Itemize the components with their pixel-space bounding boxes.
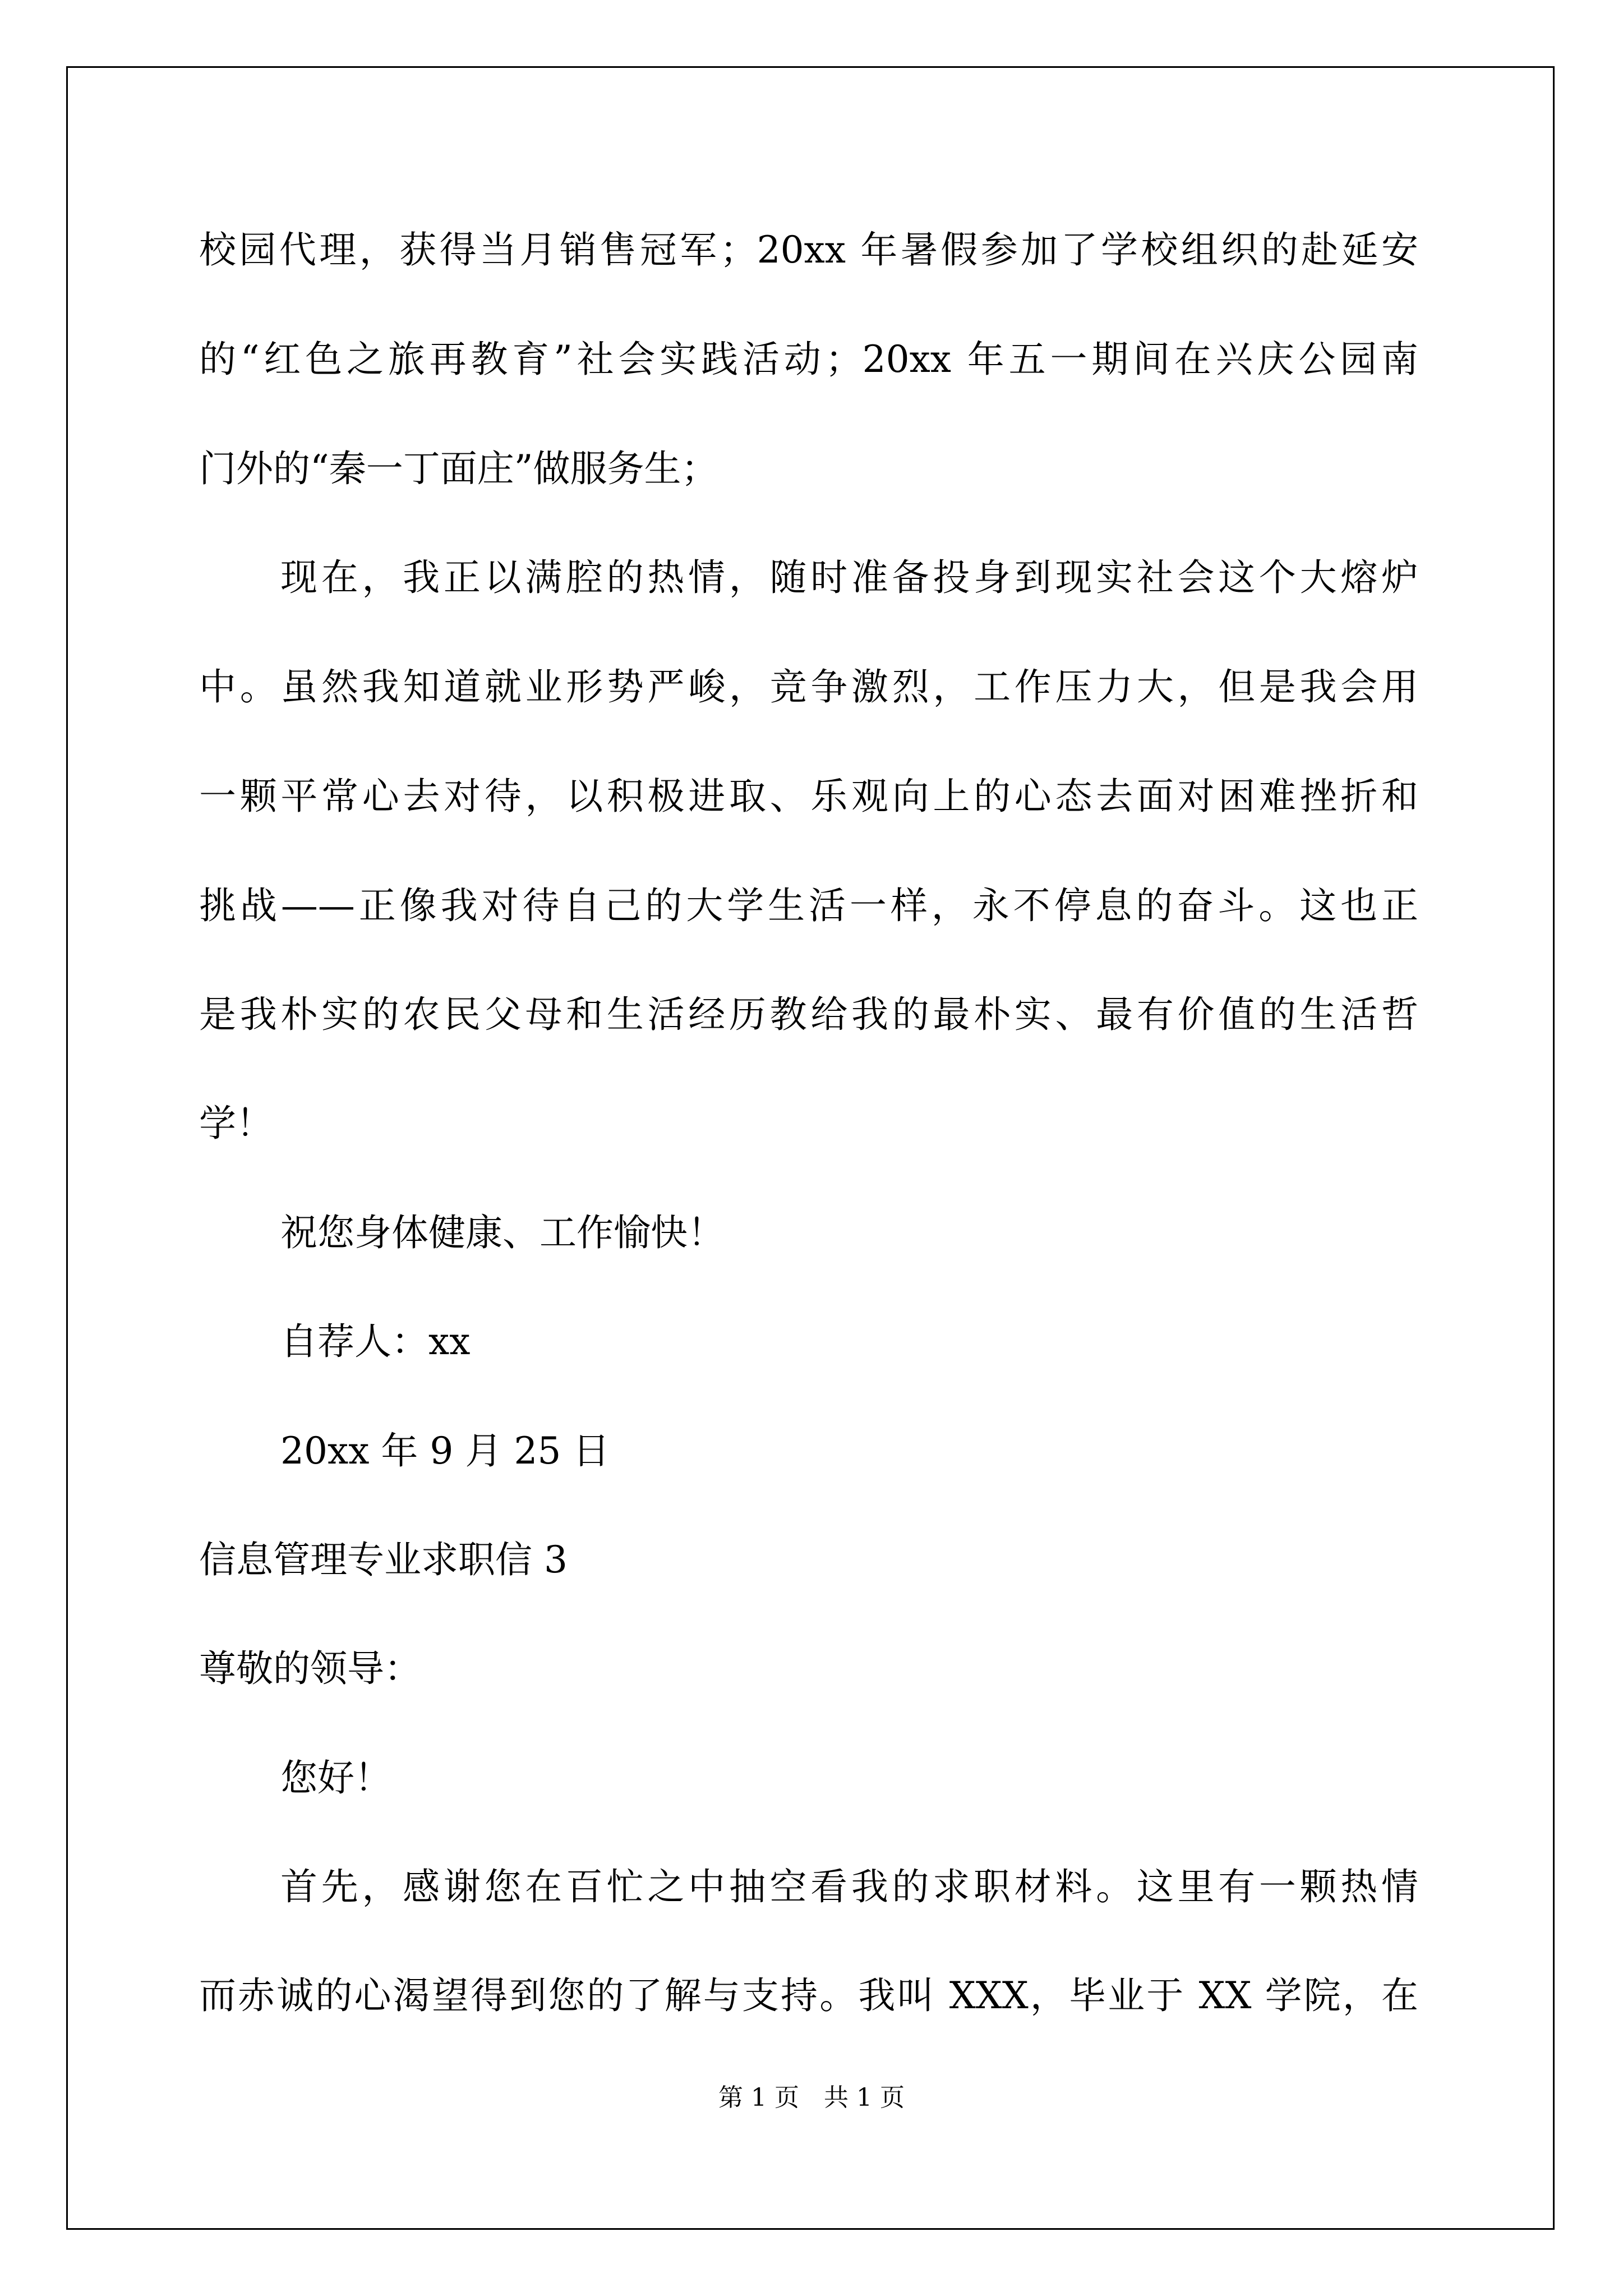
body-line: 而赤诚的心渴望得到您的了解与支持。我叫 XXX，毕业于 XX 学院，在 [199, 1974, 1418, 2017]
date-line: 20xx 年 9 月 25 日 [280, 1429, 610, 1473]
body-line: 的“红色之旅再教育”社会实践活动；20xx 年五一期间在兴庆公园南 [199, 338, 1418, 381]
body-line: 学！ [199, 1102, 273, 1145]
body-line: 校园代理，获得当月销售冠军；20xx 年暑假参加了学校组织的赴延安 [199, 228, 1418, 272]
body-line: 中。虽然我知道就业形势严峻，竞争激烈，工作压力大，但是我会用 [199, 665, 1418, 708]
page-number: 第 1 页 共 1 页 [718, 2083, 905, 2112]
body-line: 门外的“秦一丁面庄”做服务生； [199, 447, 718, 490]
greeting: 您好！ [280, 1756, 391, 1800]
salutation: 尊敬的领导： [199, 1647, 421, 1690]
closing-wish: 祝您身体健康、工作愉快！ [280, 1211, 725, 1254]
signature-line: 自荐人：xx [280, 1320, 471, 1363]
body-line: 一颗平常心去对待，以积极进取、乐观向上的心态去面对困难挫折和 [199, 775, 1418, 818]
body-line: 挑战——正像我对待自己的大学生活一样，永不停息的奋斗。这也正 [199, 884, 1418, 927]
body-line: 首先，感谢您在百忙之中抽空看我的求职材料。这里有一颗热情 [280, 1865, 1418, 1908]
body-line: 现在，我正以满腔的热情，随时准备投身到现实社会这个大熔炉 [280, 556, 1418, 599]
body-line: 是我朴实的农民父母和生活经历教给我的最朴实、最有价值的生活哲 [199, 993, 1418, 1036]
section-title: 信息管理专业求职信 3 [199, 1538, 568, 1581]
